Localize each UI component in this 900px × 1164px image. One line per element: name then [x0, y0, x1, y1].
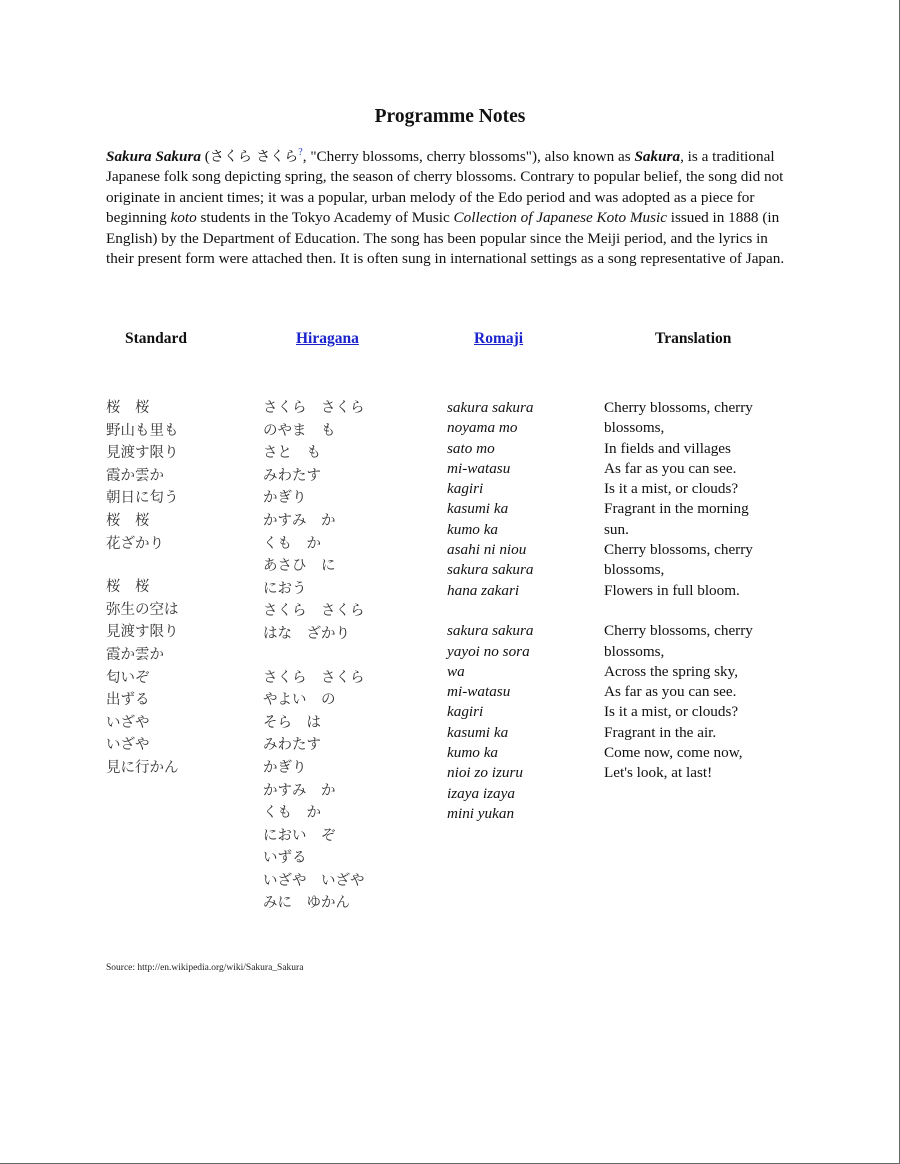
lyric-line: 見に行かん	[106, 759, 179, 776]
source-citation: Source: http://en.wikipedia.org/wiki/Sakura_Sakura	[106, 963, 304, 973]
lyric-line: As far as you can see.	[604, 459, 737, 477]
lyric-line: くも か	[263, 535, 321, 552]
lyric-line: あさひ に	[263, 558, 336, 575]
intro-paragraph	[106, 147, 796, 269]
lyric-line: みわたす	[263, 467, 321, 484]
lyric-line: Is it a mist, or clouds?	[604, 703, 739, 721]
lyric-line: Cherry blossoms, cherry	[604, 399, 753, 416]
lyric-line: Cherry blossoms, cherry	[604, 622, 753, 640]
translation-verse-2	[604, 621, 753, 783]
header-standard: Standard	[125, 330, 188, 347]
standard-verse-2	[106, 576, 179, 779]
song-name-japanese: さくら さくら	[209, 149, 299, 165]
romaji-verse-1	[447, 398, 533, 601]
lyric-line: Across the spring sky,	[604, 662, 739, 680]
lyric-line: かすみ か	[263, 512, 336, 529]
lyric-line: kumo ka	[447, 520, 499, 538]
lyric-line: Flowers in full bloom.	[604, 581, 740, 599]
lyric-line: いざや	[106, 714, 150, 731]
header-translation: Translation	[655, 330, 732, 347]
lyric-line: かすみ か	[263, 782, 336, 799]
lyric-line: kasumi ka	[447, 723, 509, 741]
lyric-line: Come now, come now,	[604, 744, 743, 762]
lyric-line: kumo ka	[447, 744, 499, 762]
intro-text-b: , is a traditional Japanese folk song depicting spring, the season of cherry blossoms. Contrary to popular belief, the song did not originate in ancient times; it was a popular, urban melody of the Edo period and was adopted as a piece for beginning	[106, 148, 784, 227]
lyric-line: blossoms,	[604, 642, 665, 660]
lyric-line: さくら さくら	[263, 669, 365, 686]
translation-verse-1	[604, 398, 753, 601]
lyric-line: のやま も	[263, 422, 336, 439]
lyric-line: kagiri	[447, 703, 484, 721]
lyric-line: 霞か雲か	[106, 646, 164, 663]
lyric-line: 桜 桜	[106, 512, 150, 529]
romaji-verse-2	[447, 621, 533, 824]
lyric-line: blossoms,	[604, 561, 665, 579]
footnote-link[interactable]: ?	[298, 146, 303, 158]
standard-lyrics-column	[106, 397, 179, 780]
header-hiragana-link[interactable]: Hiragana	[296, 330, 359, 347]
lyric-line: mi-watasu	[447, 683, 511, 701]
header-romaji-link[interactable]: Romaji	[474, 330, 524, 347]
lyric-line: noyama mo	[447, 419, 518, 437]
romaji-lyrics-column	[447, 398, 533, 824]
lyric-line: asahi ni niou	[447, 541, 527, 559]
lyric-line: 桜 桜	[106, 400, 150, 416]
lyric-line: mi-watasu	[447, 459, 511, 477]
lyric-line: 花ざかり	[106, 535, 164, 552]
lyric-line: wa	[447, 662, 465, 680]
lyric-line: やよい の	[263, 692, 336, 709]
lyric-line: 出ずる	[106, 692, 150, 709]
lyric-line: いざや いざや	[263, 872, 365, 889]
lyric-line: そら は	[263, 714, 321, 731]
lyric-line: yayoi no sora	[447, 642, 530, 660]
lyric-line: いずる	[263, 850, 307, 867]
lyric-line: さくら さくら	[263, 400, 365, 416]
lyric-line: izaya izaya	[447, 784, 515, 802]
intro-open-paren: (	[200, 148, 210, 165]
lyric-line: In fields and villages	[604, 439, 731, 457]
lyric-line: sato mo	[447, 439, 495, 457]
lyric-line: As far as you can see.	[604, 683, 737, 701]
lyric-line: 霞か雲か	[106, 467, 164, 484]
koto-term: koto	[170, 209, 197, 227]
lyric-line: Fragrant in the air.	[604, 723, 717, 741]
lyric-line: におう	[263, 580, 307, 597]
lyric-line: Fragrant in the morning	[604, 500, 749, 518]
lyric-line: におい ぞ	[263, 827, 336, 844]
lyric-line: みわたす	[263, 737, 321, 754]
lyric-line: mini yukan	[447, 804, 515, 822]
lyric-line: 弥生の空は	[106, 601, 179, 618]
lyric-line: Is it a mist, or clouds?	[604, 480, 739, 498]
page-title: Programme Notes	[374, 106, 526, 127]
lyric-line: かぎり	[263, 759, 307, 776]
lyric-line: さと も	[263, 445, 321, 462]
lyric-line: 桜 桜	[106, 579, 150, 596]
lyric-line: hana zakari	[447, 581, 520, 599]
lyric-line: nioi zo izuru	[447, 764, 523, 782]
hiragana-verse-2	[263, 667, 365, 916]
hiragana-lyrics-column	[263, 397, 365, 915]
lyric-line: sakura sakura	[447, 622, 534, 640]
lyric-line: 匂いぞ	[106, 669, 150, 686]
collection-title: Collection of Japanese Koto Music	[453, 209, 667, 227]
lyric-line: くも か	[263, 805, 321, 822]
lyric-line: かぎり	[263, 490, 307, 507]
lyric-line: sakura sakura	[447, 561, 534, 579]
lyric-line: はな ざかり	[263, 625, 350, 642]
lyric-line: さくら さくら	[263, 603, 365, 620]
lyric-line: Cherry blossoms, cherry	[604, 541, 753, 559]
lyric-line: 朝日に匂う	[106, 490, 179, 507]
song-name: Sakura Sakura	[106, 148, 201, 165]
lyric-line: sakura sakura	[447, 399, 534, 416]
intro-text-d: issued in 1888 (in English) by the Department of Education. The song has been popular since the Meiji period, and the lyrics in their present form were attached then. It is often sung in international settings as a song representative of Japan.	[106, 209, 785, 268]
lyric-line: 見渡す限り	[106, 445, 179, 462]
lyric-line: kagiri	[447, 480, 484, 498]
lyric-line: blossoms,	[604, 419, 665, 437]
lyric-line: 見渡す限り	[106, 624, 179, 641]
lyric-line: みに ゆかん	[263, 895, 350, 912]
intro-text-c: students in the Tokyo Academy of Music	[196, 209, 454, 227]
lyric-line: kasumi ka	[447, 500, 509, 518]
translation-lyrics-column	[604, 398, 753, 784]
alt-song-name: Sakura	[634, 148, 681, 165]
lyric-line: Let's look, at last!	[604, 764, 713, 782]
hiragana-verse-1	[263, 397, 365, 646]
lyric-line: 野山も里も	[106, 422, 179, 439]
lyric-line: いざや	[106, 737, 150, 754]
intro-text-a: , "Cherry blossoms, cherry blossoms"), also known as	[302, 148, 635, 165]
lyric-line: sun.	[604, 520, 629, 538]
standard-verse-1	[106, 397, 179, 555]
